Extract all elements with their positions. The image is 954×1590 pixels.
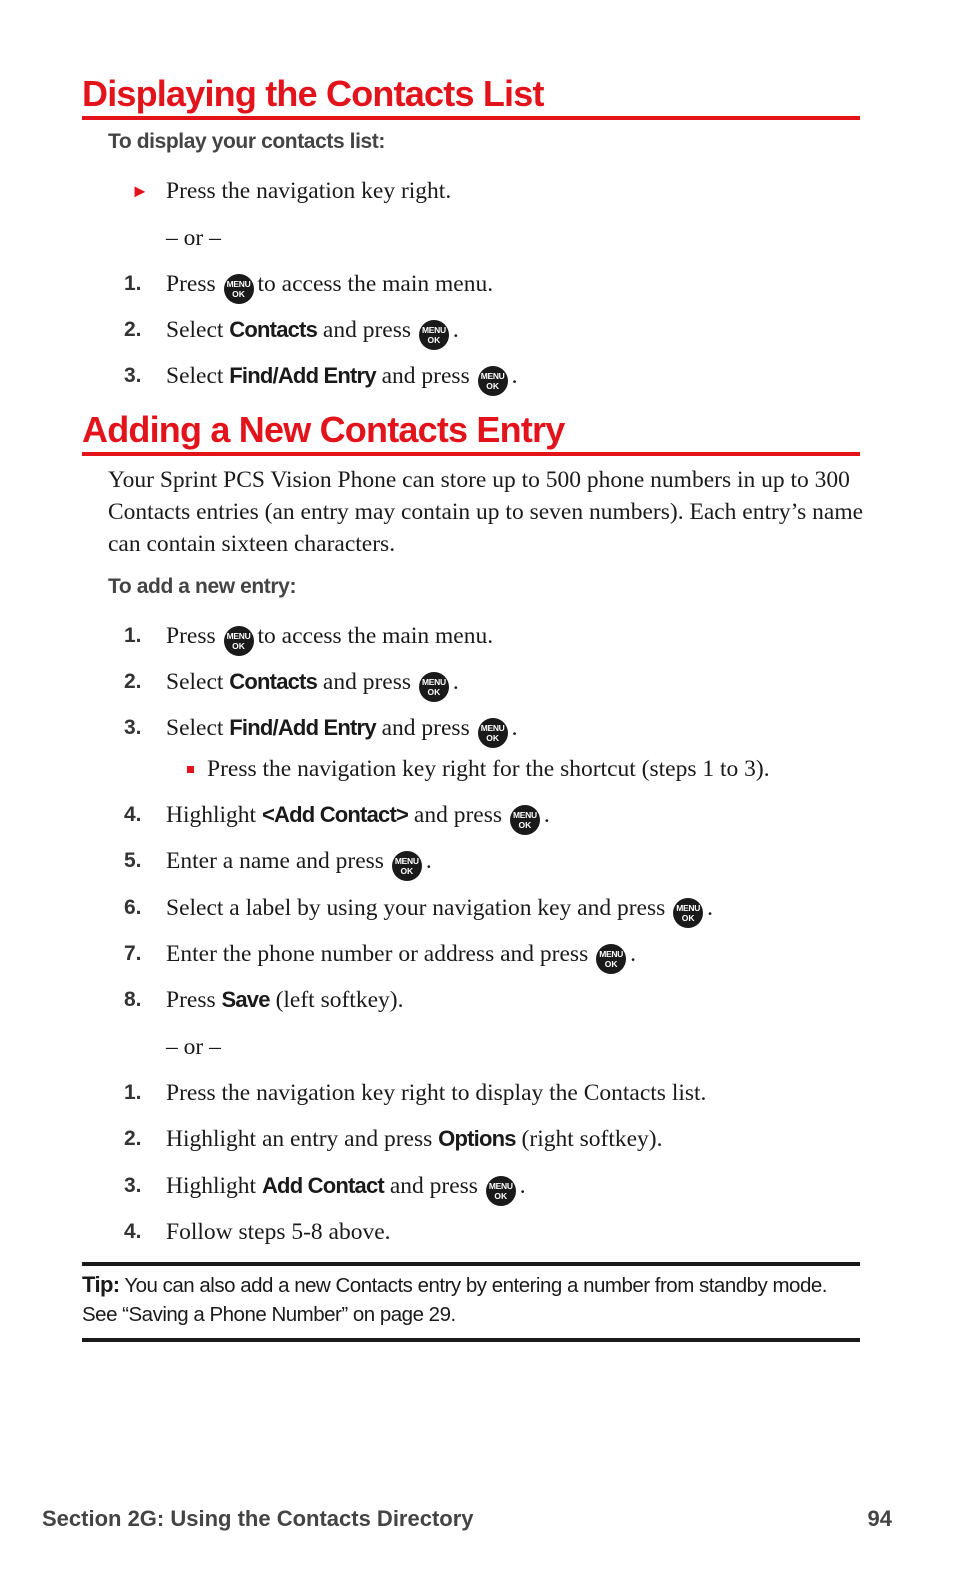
- section-heading-adding: Adding a New Contacts Entry: [82, 410, 860, 456]
- step-text: Enter the phone number or address and press MENU OK .: [166, 938, 636, 974]
- tip-label: Tip:: [82, 1272, 120, 1297]
- step-number: 3.: [124, 364, 142, 387]
- tip-body: You can also add a new Contacts entry by entering a number from standby mode. See “Saving a Phone Number” on page 29.: [82, 1274, 827, 1326]
- menu-ok-key-icon: MENU OK: [224, 626, 254, 656]
- step-text: Enter a name and press MENU OK .: [166, 845, 432, 881]
- step-number: 1.: [124, 624, 142, 647]
- step-text: Follow steps 5-8 above.: [166, 1219, 391, 1245]
- step-number: 4.: [124, 803, 142, 826]
- step-text: Press the navigation key right to display the Contacts list.: [166, 1080, 707, 1106]
- section-heading-displaying: Displaying the Contacts List: [82, 74, 860, 120]
- menu-ok-key-icon: MENU OK: [224, 274, 254, 304]
- intro-paragraph: Your Sprint PCS Vision Phone can store up to 500 phone numbers in up to 300 Contacts entries (an entry may contain up to seven numbers). Each entry’s name can contain sixteen characters.: [108, 467, 864, 557]
- step-number: 2.: [124, 1127, 142, 1150]
- menu-ok-key-icon: MENU OK: [419, 320, 449, 350]
- menu-ok-key-icon: MENU OK: [419, 672, 449, 702]
- subheading-add-entry: To add a new entry:: [108, 575, 297, 598]
- step-number: 2.: [124, 670, 142, 693]
- step-text: Press Save (left softkey).: [166, 987, 404, 1013]
- tip-text: [82, 1270, 860, 1329]
- arrow-step-text: Press the navigation key right.: [166, 178, 452, 204]
- step-number: 2.: [124, 318, 142, 341]
- or-text: – or –: [166, 1034, 221, 1060]
- menu-ok-key-icon: MENU OK: [486, 1176, 516, 1206]
- step-number: 4.: [124, 1220, 142, 1243]
- step-text: Select Find/Add Entry and press MENU OK .: [166, 360, 517, 396]
- step-text: Highlight <Add Contact> and press MENU OK .: [166, 799, 550, 835]
- menu-ok-key-icon: MENU OK: [392, 851, 422, 881]
- menu-ok-key-icon: MENU OK: [673, 898, 703, 928]
- step-text: Select Contacts and press MENU OK .: [166, 666, 459, 702]
- sub-bullet-text: Press the navigation key right for the shortcut (steps 1 to 3).: [207, 756, 770, 782]
- menu-ok-key-icon: MENU OK: [596, 944, 626, 974]
- menu-ok-key-icon: MENU OK: [478, 718, 508, 748]
- menu-ok-key-icon: MENU OK: [510, 805, 540, 835]
- tip-box: [82, 1262, 860, 1342]
- step-number: 6.: [124, 896, 142, 919]
- step-text: Select Find/Add Entry and press MENU OK .: [166, 712, 517, 748]
- step-text: Select a label by using your navigation key and press MENU OK .: [166, 892, 713, 928]
- step-text: Press MENU OK to access the main menu.: [166, 620, 493, 656]
- page-number: 94: [867, 1506, 892, 1531]
- step-text: Select Contacts and press MENU OK .: [166, 314, 459, 350]
- or-text: – or –: [166, 225, 221, 251]
- step-number: 3.: [124, 1174, 142, 1197]
- footer-section-title: Section 2G: Using the Contacts Directory: [42, 1506, 474, 1531]
- menu-ok-key-icon: MENU OK: [478, 366, 508, 396]
- step-number: 3.: [124, 716, 142, 739]
- step-text: Highlight Add Contact and press MENU OK .: [166, 1170, 526, 1206]
- step-number: 5.: [124, 849, 142, 872]
- arrow-bullet-icon: ►: [131, 181, 149, 201]
- step-number: 1.: [124, 1081, 142, 1104]
- step-text: Press MENU OK to access the main menu.: [166, 268, 493, 304]
- subheading-display-list: To display your contacts list:: [108, 130, 385, 153]
- step-number: 8.: [124, 988, 142, 1011]
- step-number: 1.: [124, 272, 142, 295]
- step-number: 7.: [124, 942, 142, 965]
- step-text: Highlight an entry and press Options (right softkey).: [166, 1126, 663, 1152]
- square-bullet-icon: [187, 766, 194, 773]
